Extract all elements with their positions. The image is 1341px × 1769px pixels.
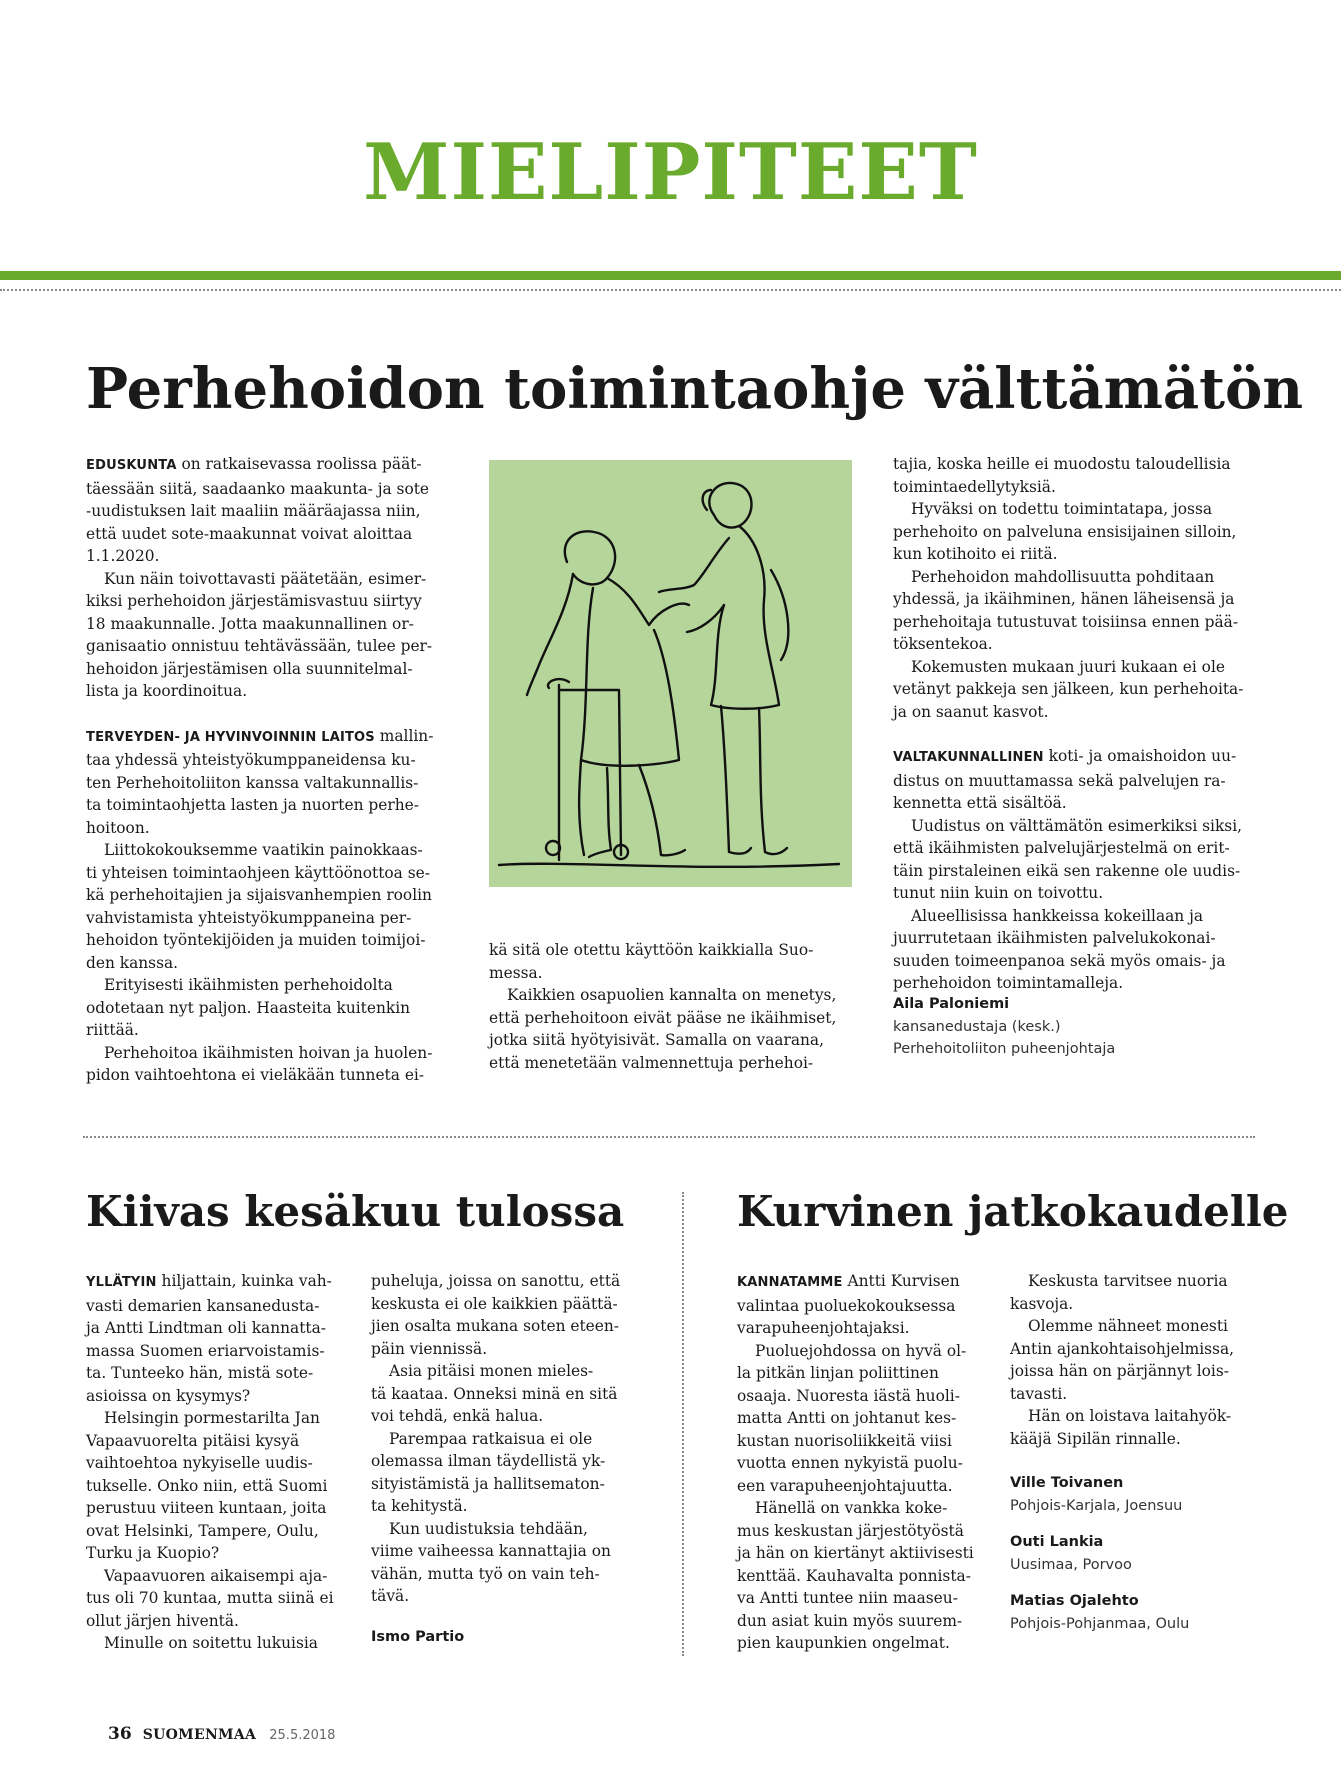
- text-line: [893, 792, 1243, 815]
- line-text: Kun näin toivottavasti päätetään, esimer-: [104, 569, 427, 588]
- text-line: [737, 1362, 974, 1385]
- line-text: kä sitä ole otettu käyttöön kaikkialla Suo-: [489, 941, 814, 959]
- line-text: Kokemusten mukaan juuri kukaan ei ole: [911, 657, 1225, 676]
- text-line: [371, 1315, 620, 1338]
- text-line: [86, 952, 433, 975]
- article1-col1: [86, 453, 433, 1087]
- text-line: [1010, 1360, 1234, 1383]
- line-text: osaaja. Nuoresta iästä huoli-: [737, 1386, 960, 1405]
- text-line: [893, 745, 1243, 770]
- text-line: [893, 770, 1243, 793]
- section-title: MIELIPITEET: [363, 127, 978, 218]
- line-text: on ratkaisevassa roolissa päät-: [176, 455, 422, 473]
- text-line: [737, 1317, 974, 1340]
- text-line: [86, 1632, 334, 1655]
- line-text: odotetaan nyt paljon. Haasteita kuitenkin: [86, 998, 411, 1017]
- article2-signature: [371, 1626, 464, 1649]
- text-line: [86, 635, 433, 658]
- line-text: vaihtoehtoa nykyiselle uudis-: [86, 1454, 313, 1472]
- line-text: -uudistuksen lait maaliin määräajassa niin,: [86, 502, 421, 520]
- text-line: [371, 1585, 620, 1608]
- article1-headline: Perhehoidon toimintaohje välttämätön: [86, 356, 1304, 422]
- text-line: [371, 1518, 620, 1541]
- page-footer: [108, 1724, 335, 1744]
- magazine-name: SUOMENMAA: [142, 1727, 257, 1743]
- author-name: Matias Ojalehto: [1010, 1593, 1139, 1609]
- paragraph-gap: [86, 703, 433, 725]
- text-line: [893, 678, 1243, 701]
- line-text: perhehoidon toimintamalleja.: [893, 974, 1124, 992]
- text-line: [893, 950, 1243, 973]
- line-text: ta. Tunteeko hän, mistä sote-: [86, 1364, 314, 1382]
- text-line: [86, 523, 433, 546]
- line-text: Alueellisissa hankkeissa kokeillaan ja: [911, 906, 1204, 925]
- line-text: Hyväksi on todettu toimintatapa, jossa: [911, 500, 1213, 518]
- line-text: Perhehoitoa ikäihmisten hoivan ja huolen-: [104, 1043, 433, 1062]
- line-text: distus on muuttamassa sekä palvelujen ra-: [893, 771, 1226, 790]
- line-text: ten Perhehoitoliiton kanssa valtakunnallis-: [86, 773, 419, 792]
- text-line: [893, 882, 1243, 905]
- text-line: [893, 701, 1243, 724]
- line-text: ollut järjen hiventä.: [86, 1611, 239, 1630]
- text-line: [1010, 1315, 1234, 1338]
- text-line: [489, 1052, 836, 1075]
- text-line: [86, 680, 433, 703]
- line-text: mus keskustan järjestötyöstä: [737, 1521, 964, 1540]
- line-text: perhehoitaja tutustuvat toisiinsa ennen pää-: [893, 612, 1239, 631]
- line-text: jien osalta mukana soten eteen-: [371, 1317, 619, 1335]
- line-text: mallin-: [374, 726, 434, 745]
- line-text: täessään siitä, saadaanko maakunta- ja sote: [86, 479, 430, 498]
- line-text: messa.: [489, 963, 543, 982]
- text-line: [86, 545, 433, 568]
- line-text: Uudistus on välttämätön esimerkiksi siksi,: [911, 816, 1243, 835]
- text-line: [737, 1475, 974, 1498]
- article1-signature: [893, 993, 1115, 1061]
- line-text: Liittokokouksemme vaatikin painokkaas-: [104, 841, 423, 859]
- text-line: [86, 658, 433, 681]
- text-line: [737, 1565, 974, 1588]
- line-text: kun kotihoito ei riitä.: [893, 545, 1058, 563]
- line-text: vahvistamista yhteistyökumppaneina per-: [86, 908, 412, 927]
- line-text: va Antti tuntee niin maaseu-: [737, 1589, 958, 1607]
- text-line: [893, 453, 1243, 476]
- text-line: [86, 1430, 334, 1453]
- line-text: valintaa puoluekokouksessa: [737, 1296, 956, 1315]
- line-text: voi tehdä, enkä halua.: [371, 1407, 544, 1425]
- green-rule: [0, 271, 1341, 280]
- author-name: Outi Lankia: [1010, 1534, 1104, 1550]
- line-text: ovat Helsinki, Tampere, Oulu,: [86, 1521, 319, 1540]
- line-text: Hän on loistava laitahyök-: [1028, 1407, 1232, 1425]
- text-line: [86, 1270, 334, 1295]
- text-line: [86, 997, 433, 1020]
- line-text: kustan nuorisoliikkeitä viisi: [737, 1431, 952, 1450]
- line-text: ja Antti Lindtman oli kannatta-: [86, 1319, 326, 1337]
- text-line: [86, 1385, 334, 1408]
- column-divider: [682, 1192, 684, 1656]
- lead-in: KANNATAMME: [737, 1275, 843, 1290]
- article2-col2: [371, 1270, 620, 1608]
- text-line: [893, 927, 1243, 950]
- text-line: [1010, 1383, 1234, 1406]
- text-line: [893, 498, 1243, 521]
- text-line: [86, 568, 433, 591]
- line-text: juurrutetaan ikäihmisten palvelukokonai-: [893, 929, 1216, 947]
- text-line: [893, 543, 1243, 566]
- text-line: [489, 962, 836, 985]
- text-line: [86, 725, 433, 750]
- text-line: [86, 1452, 334, 1475]
- text-line: [893, 656, 1243, 679]
- text-line: [893, 611, 1243, 634]
- line-text: Minulle on soitettu lukuisia: [104, 1634, 318, 1652]
- text-line: [737, 1295, 974, 1318]
- text-line: [893, 905, 1243, 928]
- line-text: kasvoja.: [1010, 1294, 1074, 1313]
- author-name: Ville Toivanen: [1010, 1475, 1124, 1491]
- line-text: vuotta ennen nykyistä puolu-: [737, 1454, 963, 1472]
- text-line: [86, 974, 433, 997]
- line-text: vasti demarien kansanedusta-: [86, 1296, 320, 1315]
- line-text: yhdessä, ja ikäihminen, hänen läheisensä ja: [893, 590, 1235, 608]
- text-line: [86, 1542, 334, 1565]
- text-line: [86, 907, 433, 930]
- text-line: [86, 884, 433, 907]
- line-text: pidon vaihtoehtona ei vieläkään tunneta ei-: [86, 1066, 425, 1084]
- lead-in: YLLÄTYIN: [86, 1275, 157, 1290]
- line-text: kiksi perhehoidon järjestämisvastuu siirtyy: [86, 592, 422, 610]
- line-text: Olemme nähneet monesti: [1028, 1317, 1228, 1335]
- text-line: [893, 633, 1243, 656]
- text-line: [489, 1029, 836, 1052]
- line-text: Kun uudistuksia tehdään,: [389, 1519, 588, 1538]
- line-text: sityistämistä ja hallitsematon-: [371, 1474, 605, 1493]
- lead-in: VALTAKUNNALLINEN: [893, 750, 1044, 765]
- article2-headline: Kiivas kesäkuu tulossa: [86, 1187, 625, 1236]
- line-text: joissa hän on pärjännyt lois-: [1010, 1362, 1229, 1380]
- article3-col1: [737, 1270, 974, 1655]
- line-text: taa yhdessä yhteistyökumppaneidensa ku-: [86, 751, 416, 769]
- line-text: ti yhteisen toimintaohjeen käyttöönottoa se-: [86, 863, 430, 882]
- line-text: Puoluejohdossa on hyvä ol-: [755, 1341, 967, 1360]
- author-location: Uusimaa, Porvoo: [1010, 1556, 1132, 1573]
- line-text: perustuu viiteen kuntaan, joita: [86, 1499, 327, 1517]
- line-text: koti- ja omaishoidon uu-: [1043, 747, 1237, 765]
- text-line: [893, 815, 1243, 838]
- line-text: täin pirstaleinen eikä sen rakenne ole uudis-: [893, 861, 1241, 880]
- text-line: [737, 1385, 974, 1408]
- line-text: ja hän on kiertänyt aktiivisesti: [737, 1544, 974, 1562]
- text-line: [737, 1407, 974, 1430]
- line-art-figures: [489, 460, 852, 887]
- line-text: tävä.: [371, 1587, 410, 1605]
- text-line: [893, 860, 1243, 883]
- text-line: [893, 972, 1243, 995]
- line-text: riittää.: [86, 1021, 139, 1039]
- text-line: [86, 1019, 433, 1042]
- text-line: [371, 1473, 620, 1496]
- text-line: [489, 984, 836, 1007]
- line-text: että perhehoitoon eivät pääse ne ikäihmiset,: [489, 1008, 837, 1027]
- article2-col1: [86, 1270, 334, 1655]
- line-text: keskusta ei ole kaikkien päättä-: [371, 1294, 618, 1313]
- line-text: toimintaedellytyksiä.: [893, 477, 1056, 496]
- author-location: Pohjois-Karjala, Joensuu: [1010, 1497, 1183, 1514]
- text-line: [371, 1428, 620, 1451]
- text-line: [737, 1542, 974, 1565]
- text-line: [737, 1587, 974, 1610]
- line-text: ta kehitystä.: [371, 1497, 468, 1515]
- line-text: matta Antti on johtanut kes-: [737, 1409, 957, 1427]
- text-line: [1010, 1293, 1234, 1316]
- text-line: [86, 1064, 433, 1087]
- text-line: [737, 1340, 974, 1363]
- text-line: [371, 1383, 620, 1406]
- text-line: [1010, 1338, 1234, 1361]
- author-name: Aila Paloniemi: [893, 996, 1010, 1012]
- text-line: [86, 1407, 334, 1430]
- line-text: vetänyt pakkeja sen jälkeen, kun perhehoita-: [893, 680, 1244, 698]
- line-text: ta toimintaohjetta lasten ja nuorten perhe-: [86, 796, 419, 814]
- text-line: [86, 1610, 334, 1633]
- text-line: [86, 1340, 334, 1363]
- line-text: päin viennissä.: [371, 1339, 488, 1358]
- line-text: varapuheenjohtajaksi.: [737, 1319, 910, 1337]
- text-line: [737, 1270, 974, 1295]
- text-line: [737, 1632, 974, 1655]
- article1-col3: [893, 453, 1243, 995]
- text-line: [893, 476, 1243, 499]
- line-text: olemassa ilman täydellistä yk-: [371, 1452, 606, 1470]
- line-text: hoitoon.: [86, 818, 150, 837]
- line-text: lista ja koordinoitua.: [86, 682, 248, 700]
- text-line: [86, 1317, 334, 1340]
- text-line: [86, 1475, 334, 1498]
- text-line: [86, 613, 433, 636]
- line-text: tä kaataa. Onneksi minä en sitä: [371, 1384, 618, 1403]
- text-line: [371, 1270, 620, 1293]
- line-text: että uudet sote-maakunnat voivat aloittaa: [86, 524, 413, 543]
- paragraph-gap: [893, 723, 1243, 745]
- line-text: tukselle. Onko niin, että Suomi: [86, 1476, 328, 1495]
- text-line: [893, 837, 1243, 860]
- line-text: 1.1.2020.: [86, 547, 160, 565]
- article3-headline: Kurvinen jatkokaudelle: [737, 1187, 1289, 1236]
- line-text: perhehoito on palveluna ensisijainen silloin,: [893, 522, 1237, 541]
- line-text: Helsingin pormestarilta Jan: [104, 1409, 320, 1427]
- text-line: [86, 839, 433, 862]
- text-line: [86, 590, 433, 613]
- text-line: [371, 1405, 620, 1428]
- text-line: [371, 1495, 620, 1518]
- line-text: asioissa on kysymys?: [86, 1386, 251, 1405]
- line-text: Antin ajankohtaisohjelmissa,: [1010, 1339, 1235, 1358]
- line-text: massa Suomen eriarvoistamis-: [86, 1341, 325, 1360]
- dotted-divider: [83, 1136, 1255, 1138]
- text-line: [86, 1587, 334, 1610]
- line-text: Keskusta tarvitsee nuoria: [1028, 1272, 1228, 1290]
- line-text: hehoidon työntekijöiden ja muiden toimijoi-: [86, 931, 426, 949]
- author-role: kansanedustaja (kesk.): [893, 1018, 1061, 1035]
- lead-in: TERVEYDEN- JA HYVINVOINNIN LAITOS: [86, 729, 375, 745]
- author-organisation: Perhehoitoliiton puheenjohtaja: [893, 1041, 1116, 1057]
- text-line: [86, 772, 433, 795]
- line-text: Perhehoidon mahdollisuutta pohditaan: [911, 567, 1215, 586]
- line-text: että ikäihmisten palvelujärjestelmä on erit-: [893, 839, 1230, 857]
- text-line: [86, 453, 433, 478]
- line-text: Asia pitäisi monen mieles-: [389, 1362, 594, 1380]
- line-text: suuden toimeenpanoa sekä myös omais- ja: [893, 951, 1226, 970]
- text-line: [86, 1362, 334, 1385]
- line-text: tajia, koska heille ei muodostu taloudellisia: [893, 455, 1231, 473]
- text-line: [371, 1563, 620, 1586]
- line-text: Vapaavuorelta pitäisi kysyä: [86, 1431, 300, 1450]
- line-text: töksentekoa.: [893, 635, 993, 653]
- line-text: hiljattain, kuinka vah-: [156, 1272, 332, 1290]
- line-text: tunut niin kuin on toivottu.: [893, 884, 1104, 902]
- text-line: [86, 1295, 334, 1318]
- text-line: [371, 1450, 620, 1473]
- text-line: [1010, 1270, 1234, 1293]
- text-line: [371, 1540, 620, 1563]
- lead-in: EDUSKUNTA: [86, 458, 177, 473]
- line-text: hehoidon järjestämisen olla suunnitelmal-: [86, 659, 413, 678]
- line-text: la pitkän linjan poliittinen: [737, 1364, 939, 1382]
- text-line: [737, 1610, 974, 1633]
- line-text: dun asiat kuin myös suurem-: [737, 1611, 963, 1630]
- line-text: viime vaiheessa kannattajia on: [371, 1542, 611, 1560]
- line-text: Parempaa ratkaisua ei ole: [389, 1429, 593, 1448]
- text-line: [489, 1007, 836, 1030]
- line-text: Turku ja Kuopio?: [86, 1544, 220, 1562]
- caregiver-illustration: [489, 460, 852, 887]
- text-line: [86, 500, 433, 523]
- line-text: jotka siitä hyötyisivät. Samalla on vaarana,: [489, 1031, 824, 1049]
- text-line: [371, 1360, 620, 1383]
- text-line: [86, 1520, 334, 1543]
- text-line: [1010, 1405, 1234, 1428]
- article3-col2: [1010, 1270, 1234, 1450]
- text-line: [371, 1338, 620, 1361]
- line-text: een varapuheenjohtajuutta.: [737, 1476, 953, 1495]
- text-line: [1010, 1428, 1234, 1451]
- text-line: [86, 817, 433, 840]
- text-line: [737, 1497, 974, 1520]
- line-text: Hänellä on vankka koke-: [755, 1499, 948, 1517]
- line-text: kenttää. Kauhavalta ponnista-: [737, 1566, 971, 1585]
- line-text: ganisaatio onnistuu tehtävässään, tulee per-: [86, 637, 433, 655]
- text-line: [86, 1042, 433, 1065]
- author-name: Ismo Partio: [371, 1629, 465, 1645]
- text-line: [489, 939, 836, 962]
- issue-date: 25.5.2018: [269, 1728, 336, 1743]
- text-line: [86, 862, 433, 885]
- line-text: kennetta että sisältöä.: [893, 794, 1067, 812]
- article3-signatures: [1010, 1458, 1189, 1635]
- line-text: Kaikkien osapuolien kannalta on menetys,: [507, 986, 837, 1004]
- text-line: [893, 588, 1243, 611]
- line-text: Antti Kurvisen: [842, 1272, 960, 1290]
- text-line: [737, 1452, 974, 1475]
- dotted-divider: [0, 289, 1341, 291]
- text-line: [893, 566, 1243, 589]
- line-text: 18 maakunnalle. Jotta maakunnallinen or-: [86, 614, 414, 633]
- line-text: tus oli 70 kuntaa, mutta siinä ei: [86, 1589, 334, 1607]
- text-line: [893, 521, 1243, 544]
- text-line: [371, 1293, 620, 1316]
- page-number: 36: [108, 1724, 132, 1744]
- article1-col2: [489, 939, 836, 1074]
- author-location: Pohjois-Pohjanmaa, Oulu: [1010, 1615, 1190, 1632]
- line-text: vähän, mutta työ on vain teh-: [371, 1564, 600, 1583]
- text-line: [86, 794, 433, 817]
- line-text: tavasti.: [1010, 1384, 1068, 1403]
- text-line: [86, 1565, 334, 1588]
- text-line: [86, 1497, 334, 1520]
- line-text: pien kaupunkien ongelmat.: [737, 1634, 950, 1652]
- text-line: [737, 1430, 974, 1453]
- line-text: den kanssa.: [86, 953, 179, 972]
- text-line: [737, 1520, 974, 1543]
- text-line: [86, 929, 433, 952]
- line-text: Vapaavuoren aikaisempi aja-: [104, 1566, 328, 1585]
- text-line: [86, 478, 433, 501]
- text-line: [86, 749, 433, 772]
- line-text: Erityisesti ikäihmisten perhehoidolta: [104, 976, 393, 994]
- line-text: ja on saanut kasvot.: [893, 702, 1049, 721]
- line-text: että menetetään valmennettuja perhehoi-: [489, 1053, 814, 1072]
- line-text: puheluja, joissa on sanottu, että: [371, 1272, 621, 1290]
- line-text: kääjä Sipilän rinnalle.: [1010, 1429, 1181, 1448]
- line-text: kä perhehoitajien ja sijaisvanhempien roolin: [86, 886, 432, 904]
